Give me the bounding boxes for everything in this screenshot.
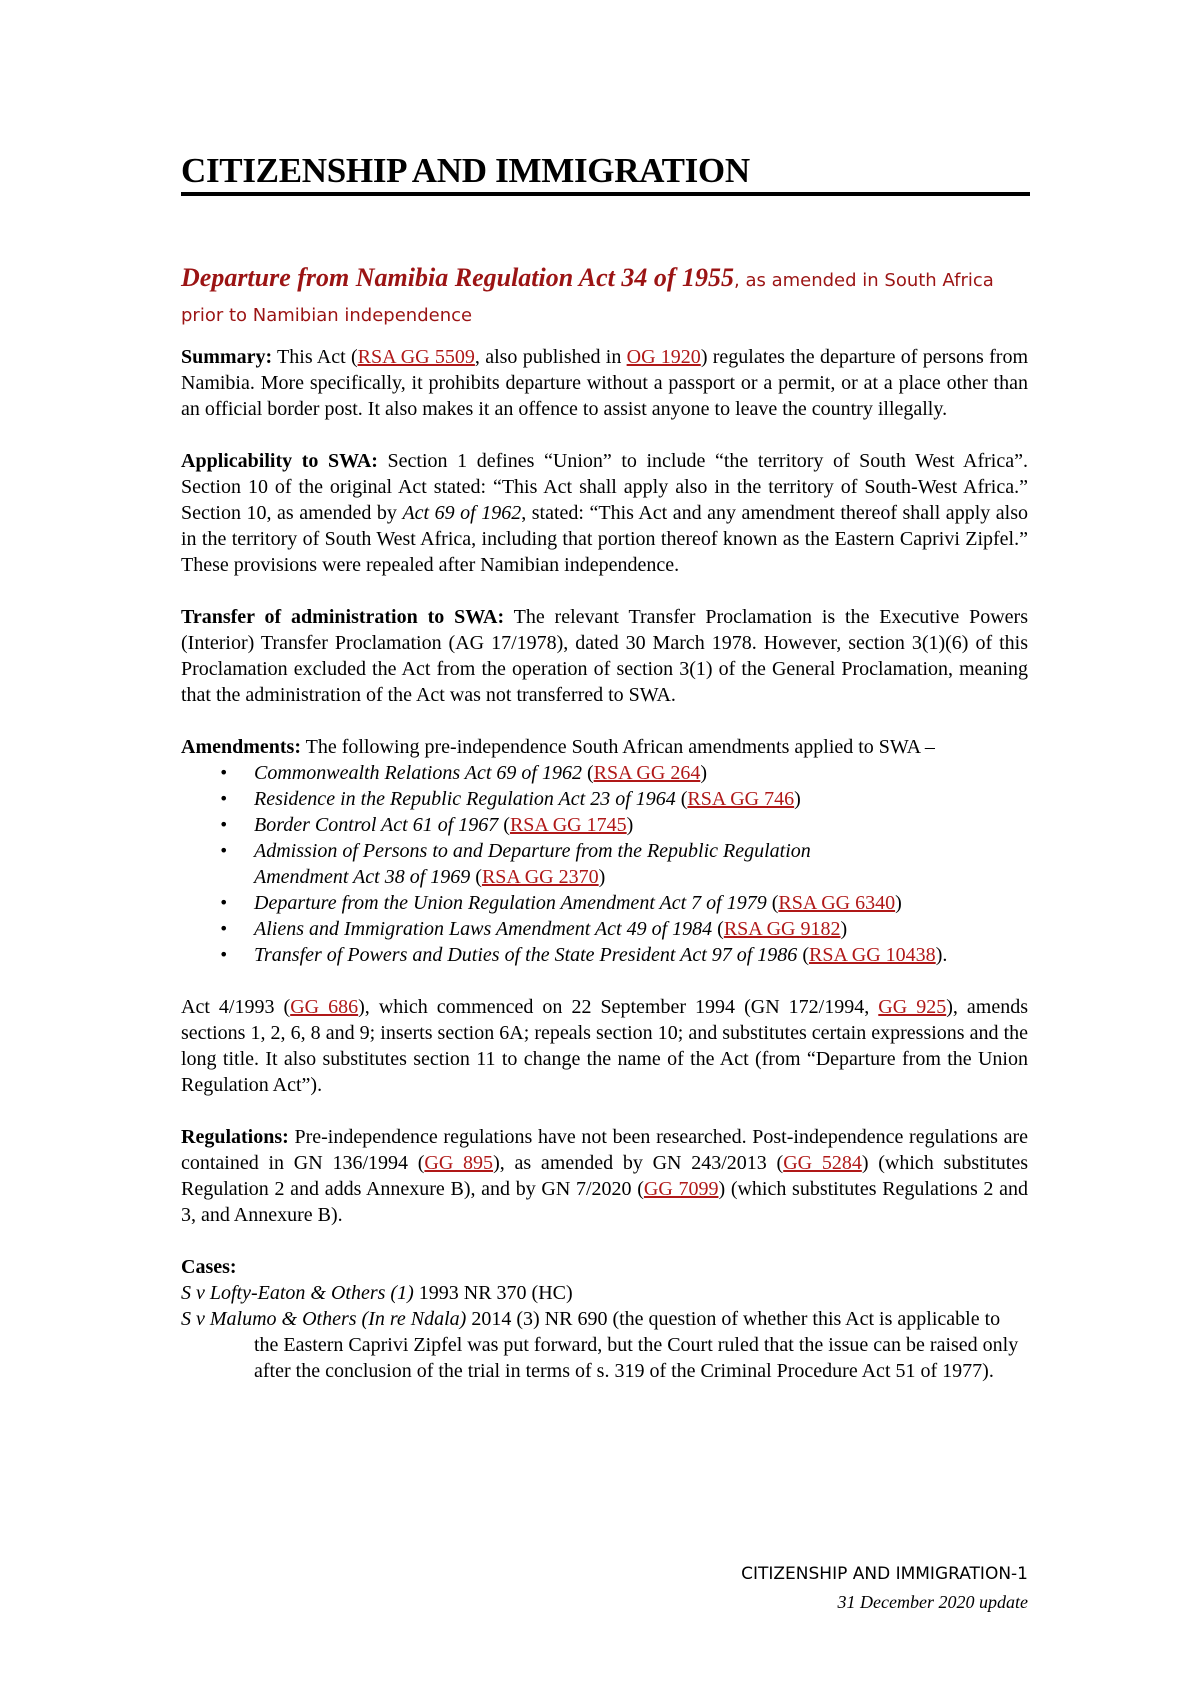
summary-text: , also published in bbox=[474, 346, 627, 368]
punct: ). bbox=[935, 944, 948, 966]
amendment-title: Transfer of Powers and Duties of the State President Act 97 of 1986 bbox=[254, 944, 798, 966]
link-rsa-gg-1745[interactable]: RSA GG 1745 bbox=[509, 814, 627, 836]
punct: ( bbox=[712, 918, 724, 940]
amendment-title: Commonwealth Relations Act 69 of 1962 bbox=[254, 762, 582, 784]
act-heading bbox=[181, 262, 1028, 332]
link-rsa-gg-2370[interactable]: RSA GG 2370 bbox=[481, 866, 599, 888]
title-divider bbox=[181, 192, 1030, 196]
amendment-title: Aliens and Immigration Laws Amendment Act 49 of 1984 bbox=[254, 918, 713, 940]
list-item bbox=[254, 890, 1028, 916]
cases-section bbox=[181, 1254, 1028, 1384]
punct: ( bbox=[797, 944, 809, 966]
amendment-title: Border Control Act 61 of 1967 bbox=[254, 814, 499, 836]
footer-update-date: 31 December 2020 update bbox=[837, 1592, 1028, 1612]
punct: ) bbox=[794, 788, 801, 810]
case-citation: 2014 (3) NR 690 (the question of whether this Act is applicable to the Eastern Caprivi Zipfel was put forward, but the Court ruled that the issue can be raised only after the conclusion of the trial in terms of s. 319 of the Criminal Procedure Act 51 of 1977). bbox=[254, 1308, 1019, 1382]
case-name: S v Lofty-Eaton & Others (1) bbox=[181, 1282, 414, 1304]
amendment-title: Admission of Persons to and Departure from the Republic Regulation Amendment Act 38 of 1969 bbox=[254, 840, 811, 888]
act4-text: ), amends sections 1, 2, 6, 8 and 9; inserts section 6A; repeals section 10; and substitutes certain expressions and the long title. It also substitutes section 11 to change the name of the Act (from “Departure from the Union Regulation Act”). bbox=[181, 996, 1029, 1096]
act4-text: Act 4/1993 ( bbox=[181, 996, 291, 1018]
amendments-intro: The following pre-independence South African amendments applied to SWA – bbox=[301, 736, 935, 758]
punct: ( bbox=[766, 892, 779, 914]
link-rsa-gg-5509[interactable]: RSA GG 5509 bbox=[357, 346, 475, 368]
case-citation: 1993 NR 370 (HC) bbox=[413, 1282, 573, 1304]
link-gg-7099[interactable]: GG 7099 bbox=[643, 1178, 719, 1200]
summary-text: ) regulates the departure of persons from Namibia. More specifically, it prohibits departure without a passport or a permit, or at a place other than an official border post. It also makes it an offence to assist anyone to leave the country illegally. bbox=[181, 346, 1028, 420]
amendment-title: Departure from the Union Regulation Amendment Act 7 of 1979 bbox=[254, 892, 767, 914]
act-name: Departure from Namibia Regulation Act 34 of 1955 bbox=[181, 263, 734, 292]
applicability-label: Applicability to SWA: bbox=[181, 450, 378, 472]
case-name: S v Malumo & Others (In re Ndala) bbox=[181, 1308, 467, 1330]
link-gg-5284[interactable]: GG 5284 bbox=[783, 1152, 862, 1174]
list-item bbox=[254, 916, 1028, 942]
punct: ( bbox=[581, 762, 594, 784]
list-item bbox=[254, 838, 854, 890]
link-gg-895[interactable]: GG 895 bbox=[424, 1152, 494, 1174]
act4-section bbox=[181, 994, 1028, 1098]
summary-section bbox=[181, 344, 1028, 422]
regulations-section bbox=[181, 1124, 1028, 1228]
page-footer bbox=[741, 1560, 1028, 1616]
amendments-list bbox=[181, 760, 1028, 968]
page-title: CITIZENSHIP AND IMMIGRATION bbox=[181, 151, 750, 190]
summary-text: This Act ( bbox=[272, 346, 358, 368]
regulations-text: ) (which substitutes Regulations 2 and 3, and Annexure B). bbox=[181, 1178, 1028, 1226]
punct: ( bbox=[470, 866, 482, 888]
case-item bbox=[181, 1306, 1028, 1384]
amendment-title: Residence in the Republic Regulation Act 23 of 1964 bbox=[254, 788, 676, 810]
punct: ( bbox=[675, 788, 688, 810]
regulations-text: ) (which substitutes Regulation 2 and adds Annexure B), and by GN 7/2020 ( bbox=[181, 1152, 1028, 1200]
summary-label: Summary: bbox=[181, 346, 273, 368]
cases-label: Cases: bbox=[181, 1256, 237, 1278]
amendments-section bbox=[181, 734, 1028, 968]
document-body bbox=[181, 344, 1028, 1384]
link-rsa-gg-746[interactable]: RSA GG 746 bbox=[687, 788, 795, 810]
footer-page-label: CITIZENSHIP AND IMMIGRATION-1 bbox=[741, 1564, 1028, 1584]
list-item bbox=[254, 942, 1028, 968]
punct: ) bbox=[598, 866, 606, 888]
link-gg-686[interactable]: GG 686 bbox=[290, 996, 359, 1018]
link-og-1920[interactable]: OG 1920 bbox=[626, 346, 701, 368]
link-rsa-gg-9182[interactable]: RSA GG 9182 bbox=[723, 918, 841, 940]
transfer-label: Transfer of administration to SWA: bbox=[181, 606, 505, 628]
transfer-text: The relevant Transfer Proclamation is the Executive Powers (Interior) Transfer Proclamation (AG 17/1978), dated 30 March 1978. However, section 3(1)(6) of this Proclamation excluded the Act from the operation of section 3(1) of the General Proclamation, meaning that the administration of the Act was not transferred to SWA. bbox=[181, 606, 1028, 706]
link-rsa-gg-6340[interactable]: RSA GG 6340 bbox=[778, 892, 896, 914]
list-item bbox=[254, 812, 1028, 838]
amendments-label: Amendments: bbox=[181, 736, 301, 758]
regulations-text: Pre-independence regulations have not been researched. Post-independence regulations are contained in GN 136/1994 ( bbox=[181, 1126, 1028, 1174]
act4-text: ), which commenced on 22 September 1994 (GN 172/1994, bbox=[358, 996, 879, 1018]
punct: ( bbox=[498, 814, 510, 836]
punct: ) bbox=[895, 892, 902, 914]
regulations-text: ), as amended by GN 243/2013 ( bbox=[493, 1152, 784, 1174]
applicability-text: Section 1 defines “Union” to include “the territory of South West Africa”. Section 10 of the original Act stated: “This Act shall apply also in the territory of South-West Africa.” Section 10, as amended by bbox=[181, 450, 1028, 524]
applicability-section bbox=[181, 448, 1028, 578]
act-subtitle: , as amended in South Africa prior to Namibian independence bbox=[181, 270, 994, 326]
applicability-text: , stated: “This Act and any amendment thereof shall apply also in the territory of South West Africa, including that portion thereof known as the Eastern Caprivi Zipfel.” These provisions were repealed after Namibian independence. bbox=[181, 502, 1028, 576]
link-rsa-gg-264[interactable]: RSA GG 264 bbox=[593, 762, 701, 784]
link-rsa-gg-10438[interactable]: RSA GG 10438 bbox=[808, 944, 936, 966]
list-item bbox=[254, 760, 1028, 786]
punct: ) bbox=[840, 918, 848, 940]
punct: ) bbox=[700, 762, 707, 784]
list-item bbox=[254, 786, 1028, 812]
punct: ) bbox=[626, 814, 634, 836]
act-reference: Act 69 of 1962 bbox=[402, 502, 522, 524]
case-item bbox=[181, 1280, 1028, 1306]
regulations-label: Regulations: bbox=[181, 1126, 289, 1148]
link-gg-925[interactable]: GG 925 bbox=[878, 996, 947, 1018]
transfer-section bbox=[181, 604, 1028, 708]
